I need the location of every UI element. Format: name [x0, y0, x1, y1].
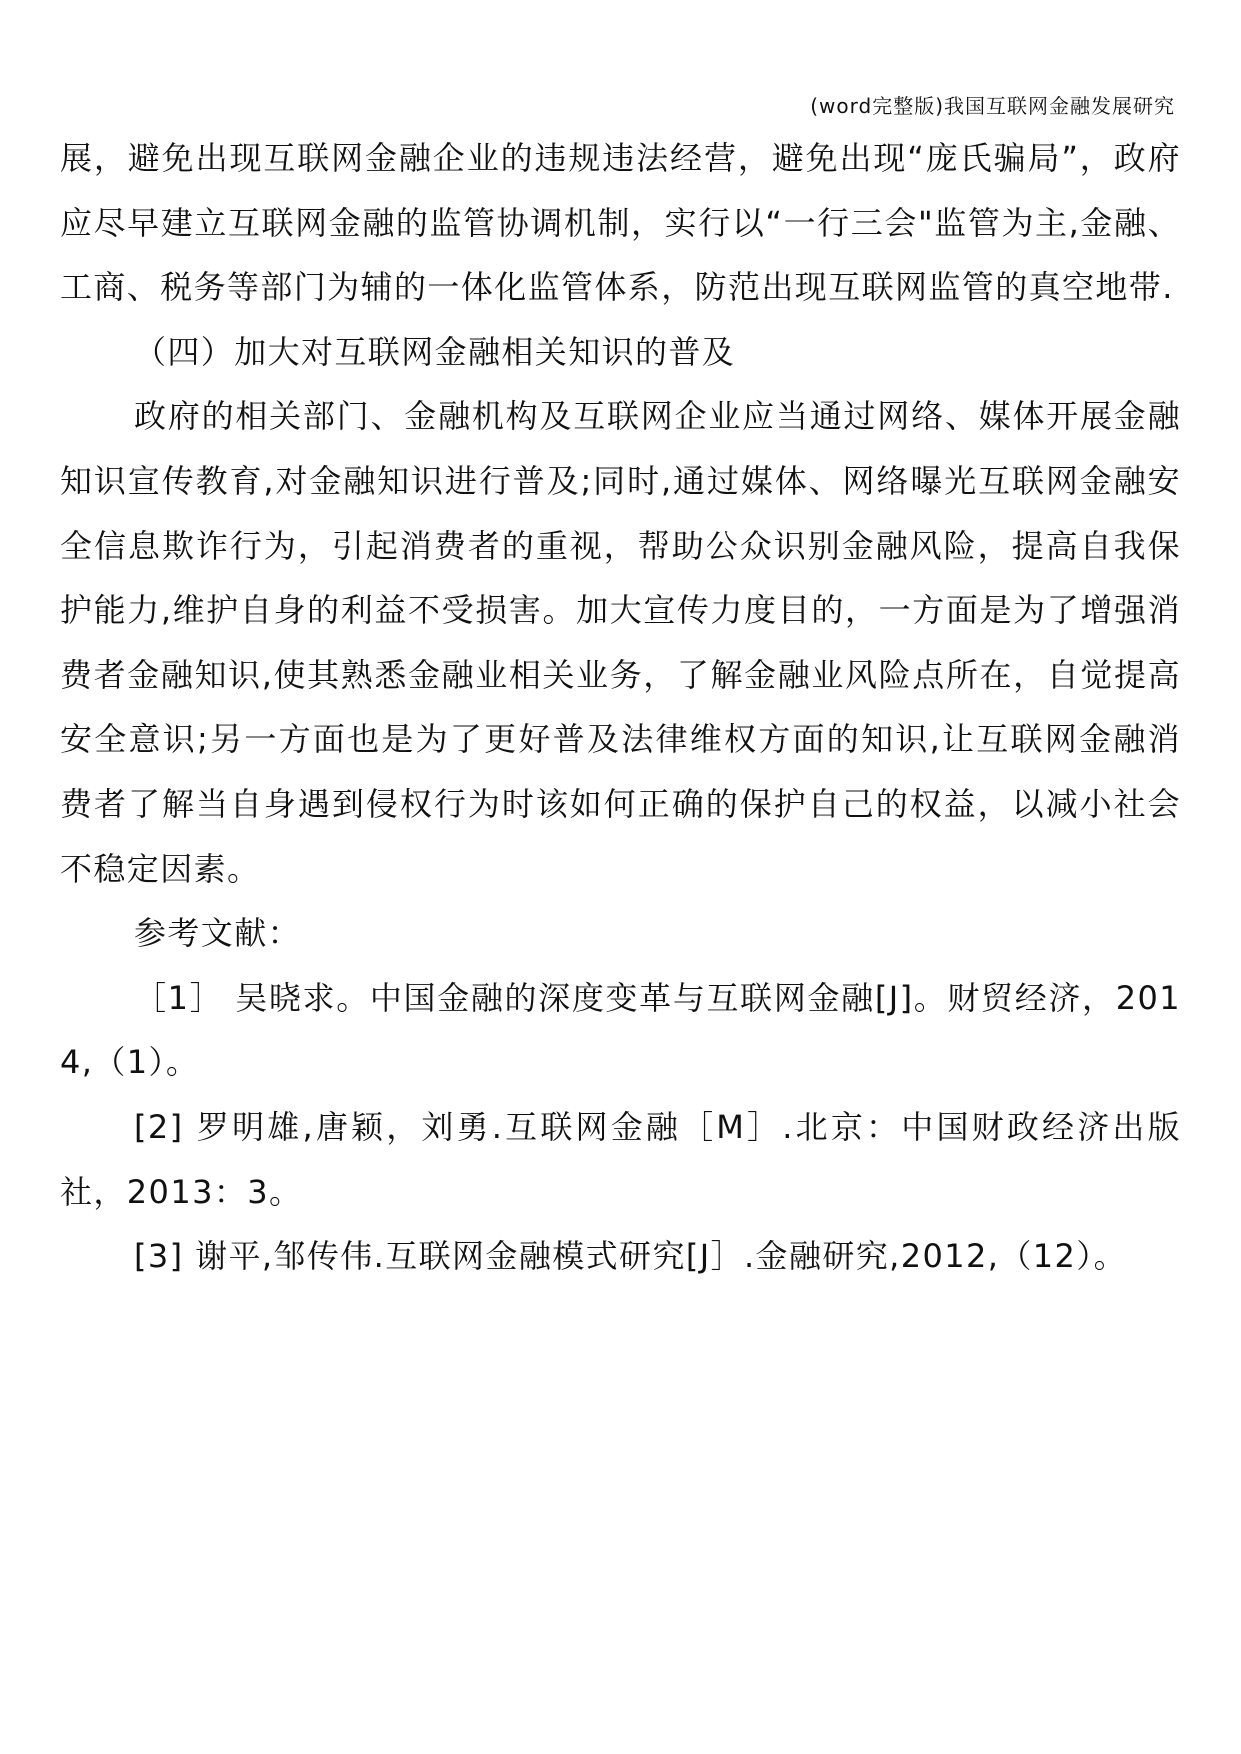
section-heading: （四）加大对互联网金融相关知识的普及 [134, 332, 736, 371]
document-body [60, 126, 1181, 1289]
paragraph-continued: 展，避免出现互联网金融企业的违规违法经营，避免出现“庞氏骗局”，政府应尽早建立互联网金融的监管协调机制，实行以“一行三会"监管为主,金融、工商、税务等部门为辅的一体化监管体系，防范出现互联网监管的真空地带. [60, 139, 1181, 307]
reference-item-2: [2] 罗明雄,唐颖，刘勇.互联网金融［M］.北京：中国财政经济出版社，2013：3。 [60, 1107, 1181, 1211]
references-title: 参考文献： [134, 914, 302, 953]
running-header-title: (word完整版)我国互联网金融发展研究 [810, 94, 1175, 118]
reference-item-3: [3] 谢平,邹传伟.互联网金融模式研究[J］.金融研究,2012,（12）。 [134, 1237, 1128, 1276]
paragraph-main: 政府的相关部门、金融机构及互联网企业应当通过网络、媒体开展金融知识宣传教育,对金融知识进行普及;同时,通过媒体、网络曝光互联网金融安全信息欺诈行为，引起消费者的重视，帮助公众识别金融风险，提高自我保护能力,维护自身的利益不受损害。加大宣传力度目的，一方面是为了增强消费者金融知识,使其熟悉金融业相关业务，了解金融业风险点所在，自觉提高安全意识;另一方面也是为了更好普及法律维权方面的知识,让互联网金融消费者了解当自身遇到侵权行为时该如何正确的保护自己的权益，以减小社会不稳定因素。 [60, 397, 1181, 888]
reference-item-1: ［1］ 吴晓求。中国金融的深度变革与互联网金融[J]。财贸经济，2014,（1）。 [60, 978, 1181, 1082]
